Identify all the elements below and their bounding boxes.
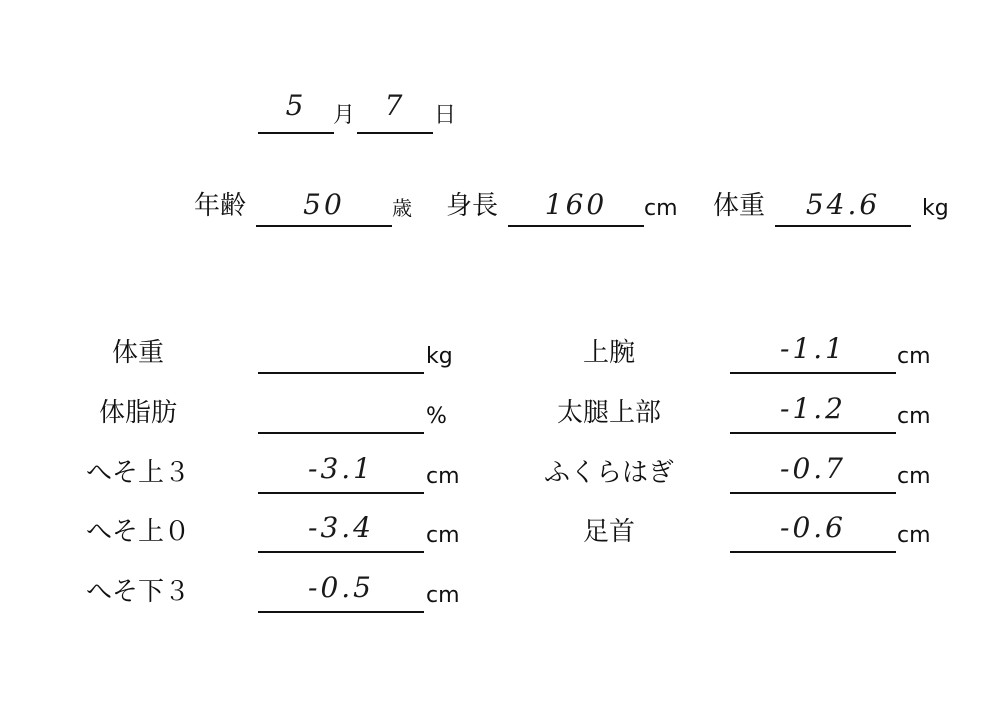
date-month-unit: 月 [333,103,356,128]
measurement-label: 足首 [582,517,635,547]
measurement-label: 上腕 [582,338,635,368]
measurement-line [258,432,424,434]
measurement-label: へそ上０ [85,517,190,547]
measurement-value: -1.2 [780,392,846,425]
age-unit: 歳 [392,196,412,220]
measurement-value: -3.1 [308,452,374,485]
date-day-line [357,132,433,134]
measurement-label: へそ上３ [85,458,190,488]
measurement-label: 体脂肪 [98,398,177,428]
measurement-line [730,551,896,553]
measurement-value: -3.4 [308,511,374,544]
date-month-value: 5 [285,89,307,122]
measurement-line [258,611,424,613]
weight-value: 54.6 [805,188,881,221]
age-line [256,225,392,227]
measurement-line [258,492,424,494]
weight-label: 体重 [713,191,766,221]
measurement-value: -0.6 [780,511,846,544]
measurement-unit: cm [897,344,931,369]
measurement-value: -0.7 [780,452,846,485]
weight-line [775,225,911,227]
measurement-unit: cm [426,583,460,608]
date-month-line [258,132,334,134]
weight-unit: kg [922,196,949,221]
measurement-label: ふくらはぎ [543,458,674,488]
age-value: 50 [303,188,345,221]
age-label: 年齢 [194,191,247,221]
measurement-value: -1.1 [780,332,846,365]
measurement-label: 太腿上部 [556,398,661,428]
measurement-unit: cm [897,523,931,548]
measurement-value: -0.5 [308,571,374,604]
measurement-line [730,492,896,494]
date-day-value: 7 [384,89,406,122]
measurement-unit: cm [426,523,460,548]
measurement-label: 体重 [111,338,164,368]
height-label: 身長 [446,191,499,221]
measurement-line [730,432,896,434]
measurement-line [730,372,896,374]
height-line [508,225,644,227]
height-value: 160 [544,188,608,221]
height-unit: cm [644,196,678,221]
measurement-unit: cm [426,464,460,489]
date-day-unit: 日 [434,103,457,128]
measurement-label: へそ下３ [85,577,190,607]
measurement-unit: kg [426,344,453,369]
measurement-unit: cm [897,464,931,489]
measurement-line [258,372,424,374]
measurement-unit: cm [897,404,931,429]
measurement-line [258,551,424,553]
measurement-unit: % [426,404,447,429]
